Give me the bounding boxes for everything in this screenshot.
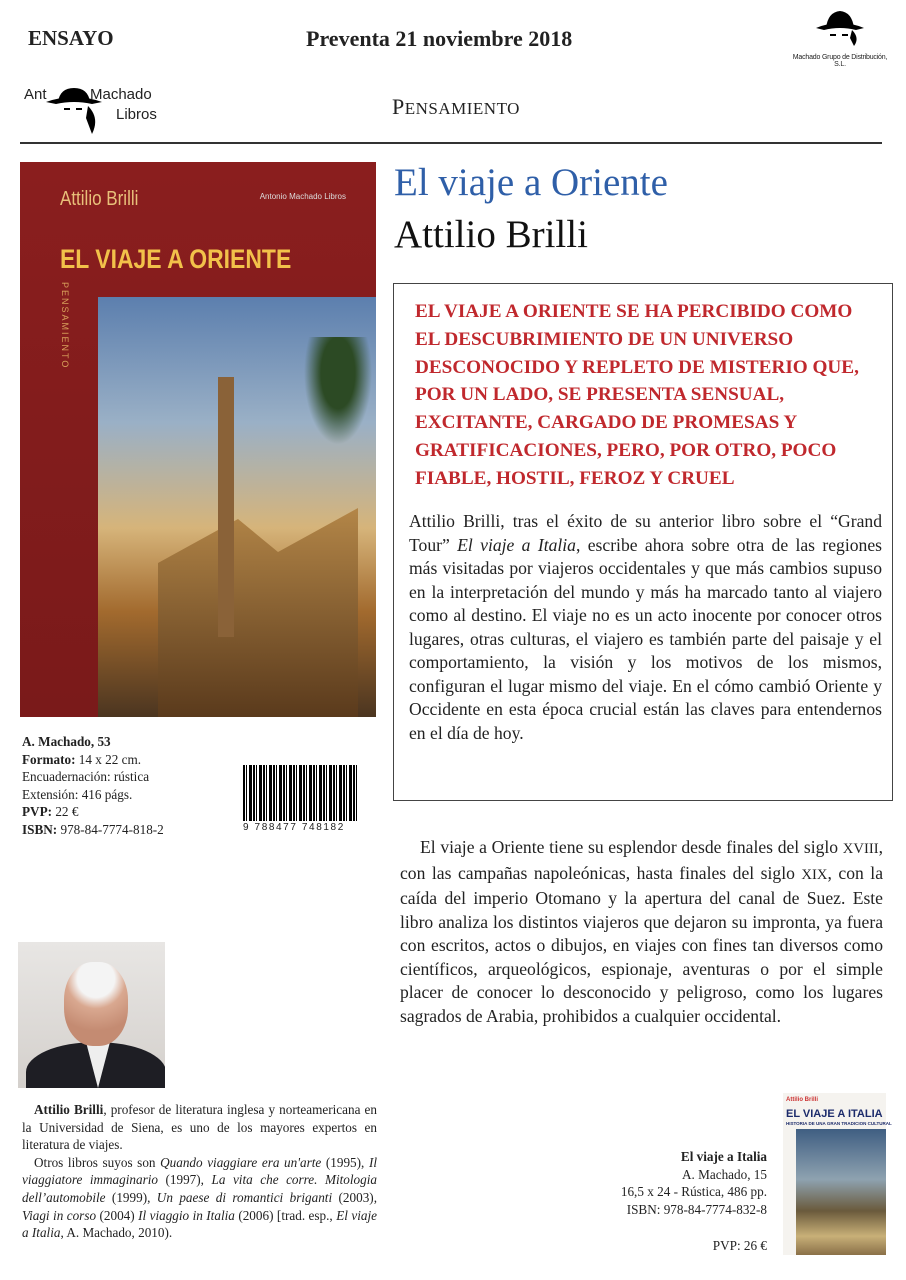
header-divider	[20, 142, 882, 144]
pull-quote: EL VIAJE A ORIENTE SE HA PERCIBIDO COMO EL DESCUBRIMIENTO DE UN UNIVERSO DESCONOCIDO Y REPLETO DE MISTERIO QUE, POR UN LADO, SE PRESENTA SENSUAL, EXCITANTE, CARGADO DE PROMESAS Y GRATIFICACIONES, PERO, POR OTRO, POCO FIABLE, HOSTIL, FEROZ Y CRUEL	[415, 301, 859, 489]
main-description: El viaje a Oriente tiene su esplendor desde finales del siglo XVIII, con las campañas napoleónicas, hasta finales del siglo XIX, con la caída del imperio Otomano y la apertura del canal de Suez. Este libro analiza los distintos viajeros que dejaron su impronta, ya fuera con escritos, actos o dibujos, en viajes con fines tan diversos como científicos, arqueológicos, espionaje, aventuras o por el simple placer de conocer lo desconocido y peligroso, como los lugares sagrados de Arabia, prohibidos a cualquier occidental.	[400, 837, 884, 1026]
price: 22 €	[52, 804, 79, 819]
book-specs: A. Machado, 53 Formato: 14 x 22 cm. Encuadernación: rústica Extensión: 416 págs. PVP: 22 € ISBN: 978-84-7774-818-2	[22, 734, 164, 837]
format: 14 x 22 cm.	[75, 751, 142, 767]
logo-text-left: Ant	[24, 86, 47, 103]
pages: Extensión: 416 págs.	[22, 786, 133, 802]
related-cover-title: EL VIAJE A ITALIA	[786, 1108, 883, 1120]
cover-painting	[98, 297, 376, 717]
barcode-bars	[243, 765, 357, 821]
barcode	[243, 765, 357, 835]
cover-publisher: Antonio Machado Libros	[259, 192, 346, 201]
related-book-cover	[783, 1093, 892, 1255]
related-isbn: ISBN: 978-84-7774-832-8	[626, 1201, 767, 1217]
related-title: El viaje a Italia	[680, 1149, 767, 1164]
logo-text-bottom: Libros	[116, 106, 157, 123]
isbn: 978-84-7774-818-2	[57, 821, 164, 837]
related-cover-painting	[796, 1129, 886, 1255]
book-cover	[20, 162, 376, 717]
barcode-number: 9 788477 748182	[243, 822, 345, 833]
genre-label: ENSAYO	[28, 26, 114, 50]
related-collection: A. Machado, 15	[682, 1166, 767, 1182]
hat-icon	[812, 8, 868, 48]
presale-date: Preventa 21 noviembre 2018	[306, 26, 573, 51]
publisher-logo	[24, 82, 164, 140]
collection: A. Machado, 53	[22, 734, 111, 749]
section-initial: P	[392, 94, 405, 119]
summary-text: Attilio Brilli, tras el éxito de su anterior libro sobre el “Grand Tour” El viaje a Italia, escribe ahora sobre otra de las regiones más visitadas por viajeros occidentales y que más cambios supuso en la interpretación del mundo y más ha marcado tanto al viajero como al destino. El viaje no es un acto inocente por conocer otros lugares, otras culturas, el viajero es también parte del paisaje y el comportamiento, la visión y los motivos de los mismos, configuran el lugar mismo del viaje. En el cómo cambió Oriente y Occidente en esta época crucial están las claves para entendernos en el día de hoy.	[409, 511, 882, 743]
cover-author: Attilio Brilli	[60, 188, 139, 210]
distributor-logo	[790, 8, 890, 68]
section-rest: ENSAMIENTO	[404, 99, 520, 118]
author-photo	[18, 942, 165, 1088]
book-title: El viaje a Oriente	[394, 161, 668, 204]
cover-title: EL VIAJE A ORIENTE	[60, 244, 292, 274]
related-book-info	[560, 1148, 767, 1255]
author-bio: Attilio Brilli, profesor de literatura inglesa y norteamericana en la Universidad de Siena, es uno de los mayores expertos en literatura de viajes. Otros libros suyos son Quando viaggiare era un'arte (1995), Il viaggiatore immaginario (1997), La vita che corre. Mitologia dell’automobile (1999), Un paese di romantici briganti (2003), Viagi in corso (2004) Il viaggio in Italia (2006) [trad. esp., El viaje a Italia, A. Machado, 2010).	[22, 1102, 377, 1241]
related-cover-subtitle: HISTORIA DE UNA GRAN TRADICION CULTURAL	[786, 1121, 892, 1126]
cover-spine-label: PENSAMIENTO	[60, 282, 70, 370]
logo-text-right: Machado	[90, 86, 152, 103]
distributor-name: Machado Grupo de Distribución, S.L.	[792, 54, 888, 68]
summary-box	[393, 283, 893, 801]
related-format: 16,5 x 24 - Rústica, 486 pp.	[620, 1184, 767, 1199]
binding: Encuadernación: rústica	[22, 769, 150, 784]
related-price: PVP: 26 €	[712, 1238, 767, 1253]
section-title	[392, 94, 520, 120]
book-author: Attilio Brilli	[394, 213, 588, 256]
related-cover-author: Attilio Brilli	[786, 1097, 818, 1103]
